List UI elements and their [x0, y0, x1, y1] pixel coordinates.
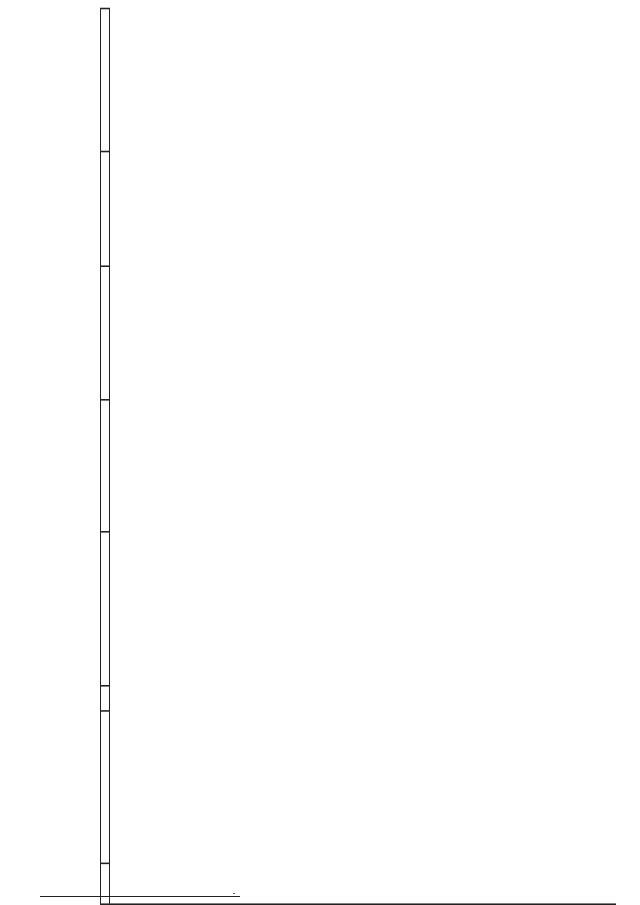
table-header-row	[101, 8, 110, 904]
header-cell	[101, 531, 109, 685]
header-cell	[101, 399, 109, 531]
header-dosing-fragment	[101, 151, 109, 266]
header-cell	[101, 685, 109, 710]
header-cell	[101, 863, 109, 904]
drug-table	[100, 8, 616, 905]
header-cell	[101, 265, 109, 399]
margin-tick	[233, 893, 235, 894]
header-cell	[101, 8, 109, 151]
header-cell	[101, 710, 109, 862]
footnote-separator	[40, 896, 240, 897]
